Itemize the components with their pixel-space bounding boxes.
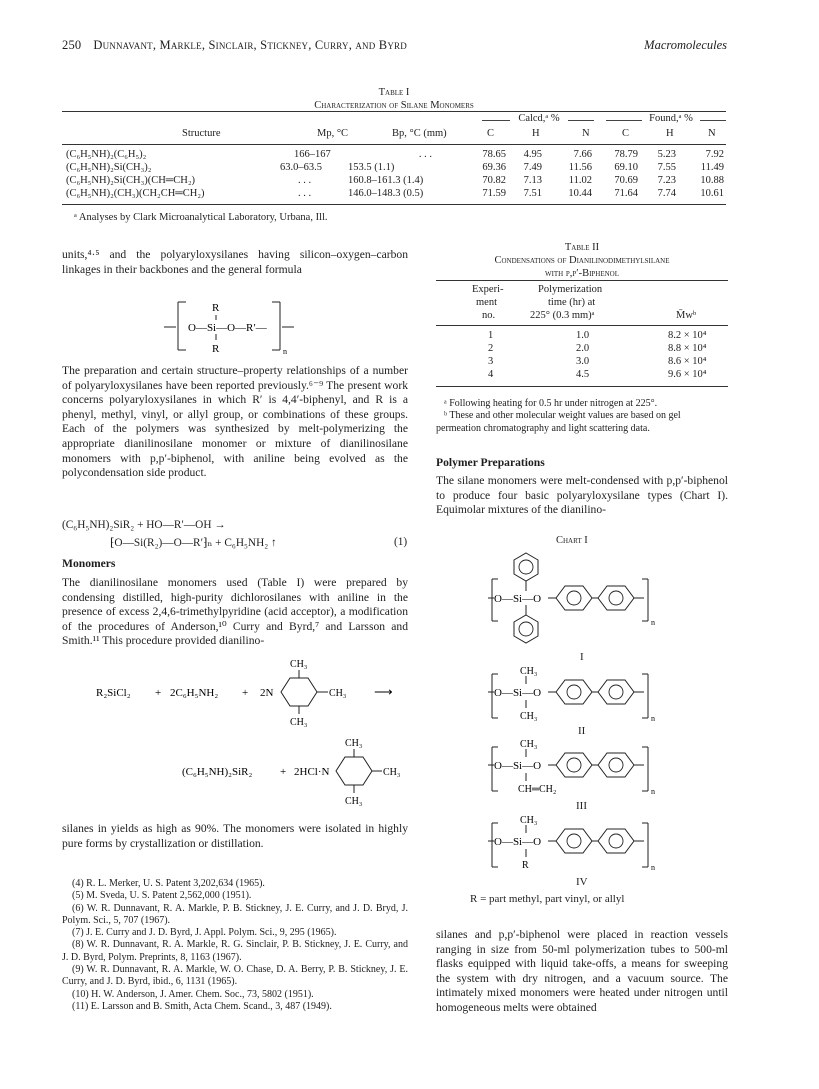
structure-bottom-group: CH₃ xyxy=(520,711,538,722)
table2-title-line2: with p,p′-Biphenol xyxy=(544,268,620,279)
table2-cell-time: 4.5 xyxy=(576,369,590,380)
table1-group-calcd: Calcd,ᵃ % xyxy=(518,113,560,124)
monomers-heading: Monomers xyxy=(62,557,116,570)
formula-r-bottom: R xyxy=(212,343,220,355)
reference-item: (4) R. L. Merker, U. S. Patent 3,202,634 (1965). xyxy=(72,878,265,889)
table2-cell-time: 3.0 xyxy=(576,356,590,367)
table2-col-mw: M̄wᵇ xyxy=(676,310,697,321)
scheme-ch3-bottom: CH₃ xyxy=(290,717,308,728)
scheme-r2sicl2: R₂SiCl₂ xyxy=(96,687,131,699)
divider xyxy=(606,120,642,121)
structure-ii xyxy=(486,664,686,728)
table1-cell-calc-n: 11.02 xyxy=(568,175,592,186)
table1-cell-found-n: 10.88 xyxy=(700,175,724,186)
reference-item: (11) E. Larsson and B. Smith, Acta Chem. Scand., 3, 487 (1949). xyxy=(72,1000,332,1012)
scheme-product: (C₆H₅NH)₂SiR₂ xyxy=(182,766,253,778)
table1-col-calc-n: N xyxy=(582,128,590,139)
divider xyxy=(568,120,594,121)
table1-cell-found-n: 10.61 xyxy=(700,188,724,199)
table2-top-rule xyxy=(436,280,728,281)
reference-item: (5) M. Sveda, U. S. Patent 2,562,000 (1951). xyxy=(72,890,252,902)
polymer-preparations-heading: Polymer Preparations xyxy=(436,456,545,469)
table1-header-rule xyxy=(62,144,726,145)
formula-r-top: R xyxy=(212,302,220,314)
table1-cell-calc-n: 7.66 xyxy=(573,149,592,160)
table1-col-found-n: N xyxy=(708,128,716,139)
structure-chain: O—Si—O xyxy=(494,687,542,699)
structure-iii xyxy=(486,737,686,801)
table1-cell-bp: 160.8–161.3 (1.4) xyxy=(348,175,424,186)
scheme-ch3-right: CH₃ xyxy=(383,767,401,778)
table1-col-calc-c: C xyxy=(487,128,495,139)
table2-cell-no: 1 xyxy=(488,330,494,341)
equation-1-line2: ⁅O—Si(R₂)—O—R′⁆ₙ + C₆H₅NH₂ ↑ xyxy=(110,537,277,549)
structure-label-i: I xyxy=(580,651,584,663)
structure-label-iii: III xyxy=(576,800,587,812)
table1-cell-bp: . . . xyxy=(418,149,432,160)
table1-cell-mp: 63.0–63.5 xyxy=(280,162,322,173)
paragraph-reaction-vessels: silanes and p,p′-biphenol were placed in reaction vessels ranging in size from 50-ml polymerization tubes to 500-ml flasks equipped with liquid take-offs, a means for sweeping the system with dry nitrogen, and a vacuum source. The intimately mixed monomers were heated under nitrogen until homogeneous melts were obtained xyxy=(436,928,728,1014)
table1-cell-mp: . . . xyxy=(298,175,312,186)
table2-cell-mw: 9.6 × 10⁴ xyxy=(668,369,707,380)
biphenyl-ring xyxy=(598,680,634,704)
divider xyxy=(700,120,726,121)
table1-cell-mp: . . . xyxy=(298,188,312,199)
table1-cell-bp: 153.5 (1.1) xyxy=(348,162,395,173)
structure-bottom-group: CH═CH₂ xyxy=(518,784,557,795)
r-group-note: R = part methyl, part vinyl, or allyl xyxy=(470,893,625,905)
pyridine-ring xyxy=(336,757,372,785)
table1-label: Table I xyxy=(378,87,410,98)
table1-cell-found-n: 11.49 xyxy=(700,162,724,173)
table1-cell-calc-c: 71.59 xyxy=(482,188,506,199)
table2-cell-time: 2.0 xyxy=(576,343,590,354)
paragraph-preparation: The preparation and certain structure–property relationships of a number of polyaryloxysilanes have been reported previously.⁶⁻⁹ The present work concerns polyaryloxysilanes in which R′ is 4,4′-biphenyl, and R is a phenyl, methyl, vinyl, or allyl group, or combinations of these groups. Each of the polymers was synthesized by melt-polymerizing the appropriate dianilinosilane monomer or mixture of dianilinosilane monomers with p,p′-biphenol, with aniline being evolved as the polycondensation side product. xyxy=(62,364,408,480)
table2-col-time: 225° (0.3 mm)ᵃ xyxy=(530,310,595,321)
table1-cell-found-c: 69.10 xyxy=(614,162,638,173)
structure-bottom-group: R xyxy=(522,860,529,871)
table1-cell-calc-c: 78.65 xyxy=(482,149,506,160)
structure-top-group: CH₃ xyxy=(520,666,538,677)
journal-name: Macromolecules xyxy=(644,38,727,52)
table1-cell-calc-h: 7.51 xyxy=(523,188,542,199)
structure-top-group: CH₃ xyxy=(520,815,538,826)
scheme-pyridine-coef: 2N xyxy=(260,687,274,699)
table1-cell-structure: (C₆H₅NH)₂(CH₃)(CH₂CH═CH₂) xyxy=(66,188,205,199)
formula-main: O—Si—O—R′— xyxy=(188,322,267,334)
scheme-ch3-bottom: CH₃ xyxy=(345,796,363,807)
table1-col-mp: Mp, °C xyxy=(317,128,349,139)
table1-group-found: Found,ᵃ % xyxy=(649,113,693,124)
scheme-hcl-salt: 2HCl·N xyxy=(294,766,330,778)
reference-item: (9) W. R. Dunnavant, R. A. Markle, W. O. Chase, D. A. Berry, P. B. Stickney, J. E. Curry, and J. D. Byrd, ibid., 6, 1131 (1965). xyxy=(62,964,408,988)
table1-cell-structure: (C₆H₅NH)₂Si(CH₃)₂ xyxy=(66,162,152,173)
table2-footnote-a: ᵃ Following heating for 0.5 hr under nitrogen at 225°. xyxy=(444,398,658,409)
phenyl-ring xyxy=(514,553,538,581)
biphenyl-ring xyxy=(598,829,634,853)
structure-label-ii: II xyxy=(578,725,586,737)
page-number: 250 xyxy=(62,38,82,52)
reference-item: (7) J. E. Curry and J. D. Byrd, J. Appl. Polym. Sci., 9, 295 (1965). xyxy=(72,927,337,939)
table2-col-time: time (hr) at xyxy=(548,297,596,308)
structure-chain: O—Si—O xyxy=(494,836,542,848)
table2-title-line1: Condensations of Dianilinodimethylsilane xyxy=(494,255,670,266)
scheme-aniline: 2C₆H₅NH₂ xyxy=(170,687,219,699)
table1-cell-calc-c: 69.36 xyxy=(482,162,506,173)
table1-cell-calc-n: 10.44 xyxy=(568,188,592,199)
references xyxy=(62,878,408,1013)
table1-cell-structure: (C₆H₅NH)₂Si(CH₃)(CH═CH₂) xyxy=(66,175,195,186)
scheme-ch3-right: CH₃ xyxy=(329,688,347,699)
structure-chain: O—Si—O xyxy=(494,760,542,772)
biphenyl-ring xyxy=(556,680,592,704)
table1-bottom-rule xyxy=(62,204,726,205)
paragraph-monomers: The dianilinosilane monomers used (Table I) were prepared by condensing distilled, high-purity dichlorosilanes with aniline in the presence of excess 2,4,6-trimethylpyridine (acid acceptor), a modification of the procedures of Anderson,¹⁰ Curry and Byrd,⁷ and Larsson and Smith.¹¹ This procedure provided dianilino- xyxy=(62,576,408,648)
table2-label: Table II xyxy=(564,242,600,253)
structure-n: n xyxy=(651,618,655,627)
pyridine-ring xyxy=(281,678,317,706)
table2-caption xyxy=(436,241,728,280)
table2-col-experiment: no. xyxy=(482,310,496,321)
table2-col-experiment: Experi- xyxy=(472,284,504,295)
biphenyl-ring xyxy=(556,753,592,777)
paragraph-intro: units,⁴·⁵ and the polyaryloxysilanes having silicon–oxygen–carbon linkages in their backbones and the general formula xyxy=(62,248,408,276)
table1-cell-bp: 146.0–148.3 (0.5) xyxy=(348,188,424,199)
reference-item: (8) W. R. Dunnavant, R. A. Markle, R. G. Sinclair, P. B. Stickney, J. E. Curry, and J. D. Byrd, Polym. Preprints, 8, 1163 (1967). xyxy=(62,939,408,963)
table2-cell-no: 4 xyxy=(488,369,494,380)
table2-header-rule xyxy=(436,325,728,326)
table2-cell-mw: 8.6 × 10⁴ xyxy=(668,356,707,367)
general-formula xyxy=(140,296,340,356)
table1-cell-calc-h: 7.49 xyxy=(523,162,542,173)
structure-chain: O—Si—O xyxy=(494,593,542,605)
table1-cell-found-h: 7.74 xyxy=(657,188,676,199)
table1-footnote: ᵃ Analyses by Clark Microanalytical Laboratory, Urbana, Ill. xyxy=(74,212,328,223)
table1-col-structure: Structure xyxy=(182,128,221,139)
table2-cell-mw: 8.2 × 10⁴ xyxy=(668,330,707,341)
table2-bottom-rule xyxy=(436,386,728,387)
table1-col-found-h: H xyxy=(666,128,674,139)
biphenyl-ring xyxy=(598,753,634,777)
equation-1-line1: (C₆H₅NH)₂SiR₂ + HO—R′—OH → xyxy=(62,519,226,531)
table1-cell-found-h: 5.23 xyxy=(657,149,676,160)
biphenyl-ring xyxy=(556,829,592,853)
table1-col-calc-h: H xyxy=(532,128,540,139)
running-header-left xyxy=(62,38,407,53)
scheme-ch3-top: CH₃ xyxy=(290,659,308,670)
structure-n: n xyxy=(651,714,655,723)
table2-footnote-b: ᵇ These and other molecular weight values are based on gel permeation chromatography and light scattering data. xyxy=(436,410,681,434)
structure-top-group: CH₃ xyxy=(520,739,538,750)
table1-col-found-c: C xyxy=(622,128,630,139)
table1-col-bp: Bp, °C (mm) xyxy=(392,128,447,139)
reference-item: (10) H. W. Anderson, J. Amer. Chem. Soc., 73, 5802 (1951). xyxy=(72,988,314,1000)
table2-cell-no: 3 xyxy=(488,356,494,367)
table2-col-time: Polymerization xyxy=(538,284,603,295)
table1-title: Characterization of Silane Monomers xyxy=(314,100,474,111)
table1-cell-found-c: 70.69 xyxy=(614,175,638,186)
equation-1-number: (1) xyxy=(394,536,408,548)
formula-n: n xyxy=(283,347,287,356)
table1-cell-calc-h: 7.13 xyxy=(523,175,542,186)
table2-col-experiment: ment xyxy=(476,297,497,308)
paragraph-polymer-prep: The silane monomers were melt-condensed with p,p′-biphenol to produce four basic polyaryloxysilane types (Chart I). Equimolar mixtures of the dianilino- xyxy=(436,474,728,517)
table2-cell-time: 1.0 xyxy=(576,330,590,341)
table1-cell-structure: (C₆H₅NH)₂(C₆H₅)₂ xyxy=(66,149,147,160)
structure-n: n xyxy=(651,787,655,796)
table1-cell-found-h: 7.23 xyxy=(657,175,676,186)
table1-cell-calc-h: 4.95 xyxy=(523,149,542,160)
paragraph-yields: silanes in yields as high as 90%. The monomers were isolated in highly pure forms by crystallization or distillation. xyxy=(62,822,408,850)
reaction-scheme xyxy=(90,656,410,812)
structure-i xyxy=(486,549,686,649)
biphenyl-ring xyxy=(598,586,634,610)
phenyl-ring xyxy=(514,615,538,643)
table1-cell-found-n: 7.92 xyxy=(705,149,724,160)
table1-cell-calc-n: 11.56 xyxy=(568,162,592,173)
table1-cell-mp: 166–167 xyxy=(294,149,331,160)
chart1-label: Chart I xyxy=(556,535,588,546)
scheme-plus: + xyxy=(280,766,287,778)
biphenyl-ring xyxy=(556,586,592,610)
scheme-arrow: ⟶ xyxy=(374,684,393,699)
structure-n: n xyxy=(651,863,655,872)
scheme-plus: + xyxy=(155,687,162,699)
table2-cell-no: 2 xyxy=(488,343,494,354)
table2 xyxy=(436,280,728,390)
table1-cell-found-c: 78.79 xyxy=(614,149,638,160)
scheme-ch3-top: CH₃ xyxy=(345,738,363,749)
divider xyxy=(482,120,510,121)
table1-cell-found-h: 7.55 xyxy=(657,162,676,173)
structure-iv xyxy=(486,813,686,877)
scheme-plus: + xyxy=(242,687,249,699)
table1-cell-calc-c: 70.82 xyxy=(482,175,506,186)
table1-cell-found-c: 71.64 xyxy=(614,188,638,199)
table2-cell-mw: 8.8 × 10⁴ xyxy=(668,343,707,354)
table2-footnotes xyxy=(436,392,728,435)
author-line: Dunnavant, Markle, Sinclair, Stickney, Curry, and Byrd xyxy=(93,38,407,52)
table1-top-rule xyxy=(62,111,726,112)
reference-item: (6) W. R. Dunnavant, R. A. Markle, P. B. Stickney, J. E. Curry, and J. D. Bryd, J. Polym. Sci., 5, 707 (1967). xyxy=(62,902,408,926)
table1-caption xyxy=(62,86,726,112)
structure-label-iv: IV xyxy=(576,876,588,888)
